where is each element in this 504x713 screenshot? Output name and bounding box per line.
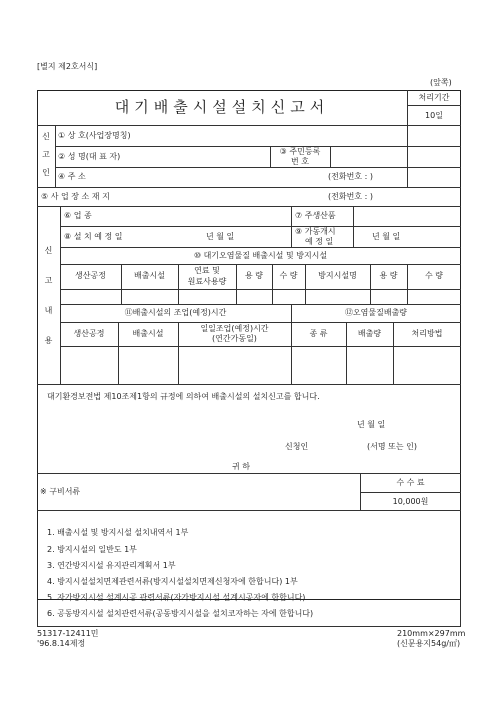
applicant-label: 신청인 xyxy=(285,442,309,451)
col2-type: 종 류 xyxy=(309,329,328,338)
facilities-header: ⑩ 대기오염물질 배출시설 및 방지시설 xyxy=(193,251,328,260)
declaration-text: 대기환경보전법 제10조제1항의 규정에 의하여 배출시설의 설치신고를 합니다. xyxy=(47,392,320,401)
business-name-label: ① 상 호(사업장명칭) xyxy=(58,131,131,140)
col-quantity: 수 량 xyxy=(279,271,298,280)
paper-size: 210mm×297mm xyxy=(397,629,466,638)
operating-hours-header: ⑪배출시설의 조업(예정)시간 xyxy=(124,308,227,317)
address-phone: (전화번호 : ) xyxy=(328,172,373,181)
col2-treatment-method: 처리방법 xyxy=(411,329,443,338)
document-item: 1. 배출시설 및 방지시설 설치내역서 1부 xyxy=(47,528,189,537)
applicant-section-label-3: 인 xyxy=(42,168,50,177)
col-fuel: 연료 및 xyxy=(194,266,220,275)
representative-label: ② 성 명(대 표 자) xyxy=(58,152,121,161)
install-date-value: 년 월 일 xyxy=(206,232,235,241)
col-production-process: 생산공정 xyxy=(75,271,106,280)
page-side-label: (앞쪽) xyxy=(430,78,452,87)
col-capacity: 용 량 xyxy=(245,271,263,280)
main-product-label: ⑦ 주생산품 xyxy=(295,211,336,220)
col2-emission-facility: 배출시설 xyxy=(132,329,164,338)
address-label: ④ 주 소 xyxy=(58,172,86,181)
report-section-label-1: 신 xyxy=(44,246,53,255)
operation-start-date: 년 월 일 xyxy=(372,232,401,241)
document-item: 6. 공동방지시설 설치관련서류(공동방지시설을 설치코자하는 자에 한합니다) xyxy=(47,609,314,618)
report-section-label-2: 고 xyxy=(44,276,53,285)
recipient-label: 귀 하 xyxy=(232,462,250,471)
processing-period-value: 10일 xyxy=(425,111,443,120)
processing-period-label: 처리기간 xyxy=(418,93,450,102)
document-item: 4. 방지시설설치면제관련서류(방지시설설치면제신청자에 한합니다) 1부 xyxy=(47,577,298,586)
col-raw-material-usage: 원료사용량 xyxy=(187,277,227,286)
required-documents-label: ※ 구비서류 xyxy=(40,487,81,496)
col2-daily-hours: 일일조업(예정)시간 xyxy=(200,324,269,333)
document-item: 3. 연간방지시설 유지관리계획서 1부 xyxy=(47,561,176,570)
form-number: 51317-12411민 xyxy=(37,629,99,638)
document-item: 2. 방지시설의 일반도 1부 xyxy=(47,545,137,554)
fee-label: 수 수 료 xyxy=(396,478,425,487)
col-capacity-2: 용 량 xyxy=(379,271,398,280)
enactment-date: '96.8.14제정 xyxy=(37,639,86,648)
form-title: 대기배출시설설치신고서 xyxy=(114,98,330,116)
industry-label: ⑥ 업 종 xyxy=(64,211,92,220)
col2-annual-days: (연간가동일) xyxy=(212,334,257,343)
col-prevention-facility: 방지시설명 xyxy=(318,271,357,280)
col2-production-process: 생산공정 xyxy=(73,329,105,338)
declaration-date: 년 월 일 xyxy=(357,420,386,429)
applicant-section-label-2: 고 xyxy=(42,150,50,159)
col-quantity-2: 수 량 xyxy=(425,271,443,280)
pollutant-emission-header: ⑫오염물질배출량 xyxy=(344,308,408,317)
col-emission-facility: 배출시설 xyxy=(134,271,165,280)
operation-start-label: ⑨ 가동개시 xyxy=(295,227,336,236)
resident-number-label: ③ 주민등록 xyxy=(279,147,321,156)
form-code: [별지 제2호서식] xyxy=(37,62,98,71)
install-date-label: ⑧ 설 치 예 정 일 xyxy=(64,232,123,241)
report-section-label-4: 용 xyxy=(44,336,53,345)
site-location-label: ⑤ 사 업 장 소 재 지 xyxy=(41,192,110,201)
operation-start-label-2: 예 정 일 xyxy=(305,237,334,246)
fee-value: 10,000원 xyxy=(392,497,429,506)
signature-label: (서명 또는 인) xyxy=(367,442,417,451)
paper-type: (신문용지54g/㎡) xyxy=(397,639,461,648)
applicant-section-label-1: 신 xyxy=(42,132,50,141)
report-section-label-3: 내 xyxy=(44,306,53,315)
col2-emission-amount: 배출량 xyxy=(357,329,382,338)
document-item: 5. 자가방지시설 설계시공 관련서류(자가방지시설 설계시공자에 한합니다) xyxy=(47,593,306,602)
resident-number-label-2: 번 호 xyxy=(291,157,309,166)
site-phone: (전화번호 : ) xyxy=(328,192,373,201)
